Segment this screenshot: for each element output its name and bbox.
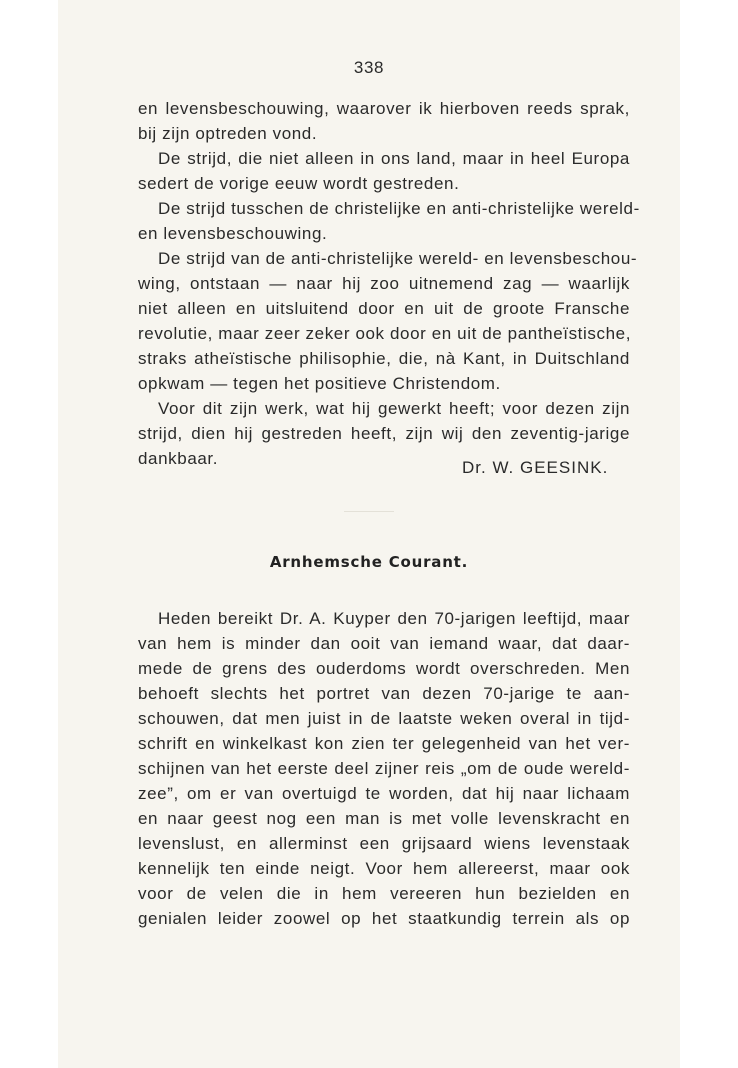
text-line: en levensbeschouwing. bbox=[138, 224, 328, 243]
text-line: voor de velen die in hem vereeren hun bezielden en bbox=[138, 884, 630, 903]
text-line: De strijd tusschen de christelijke en anti-christelijke wereld- bbox=[158, 199, 640, 218]
text-line: bij zijn optreden vond. bbox=[138, 124, 318, 143]
text-line: strijd, dien hij gestreden heeft, zijn wij den zeventig-jarige bbox=[138, 424, 630, 443]
text-line: straks atheïstische philisophie, die, nà Kant, in Duitschland bbox=[138, 349, 630, 368]
text-line: van hem is minder dan ooit van iemand waar, dat daar- bbox=[138, 634, 630, 653]
text-line: dankbaar. bbox=[138, 449, 219, 468]
text-line: De strijd van de anti-christelijke wereld- en levensbeschou- bbox=[158, 249, 638, 268]
text-line: sedert de vorige eeuw wordt gestreden. bbox=[138, 174, 460, 193]
section-divider bbox=[344, 511, 394, 512]
text-line: wing, ontstaan — naar hij zoo uitnemend zag — waarlijk bbox=[138, 274, 630, 293]
article-heading: Arnhemsche Courant. bbox=[269, 553, 469, 571]
text-line: en naar geest nog een man is met volle levenskracht en bbox=[138, 809, 630, 828]
page-margin bbox=[680, 0, 738, 1068]
text-line: De strijd, die niet alleen in ons land, maar in heel Europa bbox=[158, 149, 630, 168]
text-line: revolutie, maar zeer zeker ook door en uit de pantheïstische, bbox=[138, 324, 632, 343]
text-line: zee”, om er van overtuigd te worden, dat hij naar lichaam bbox=[138, 784, 630, 803]
text-line: schouwen, dat men juist in de laatste weken overal in tijd- bbox=[138, 709, 630, 728]
text-line: Heden bereikt Dr. A. Kuyper den 70-jarigen leeftijd, maar bbox=[158, 609, 630, 628]
text-line: behoeft slechts het portret van dezen 70-jarige te aan- bbox=[138, 684, 630, 703]
text-line: kennelijk ten einde neigt. Voor hem allereerst, maar ook bbox=[138, 859, 630, 878]
text-line: schijnen van het eerste deel zijner reis „om de oude wereld- bbox=[138, 759, 630, 778]
text-line: Voor dit zijn werk, wat hij gewerkt heeft; voor dezen zijn bbox=[158, 399, 630, 418]
text-line: genialen leider zoowel op het staatkundig terrein als op bbox=[138, 909, 630, 928]
text-line: opkwam — tegen het positieve Christendom. bbox=[138, 374, 501, 393]
text-line: levenslust, en allerminst een grijsaard wiens levenstaak bbox=[138, 834, 630, 853]
text-line: en levensbeschouwing, waarover ik hierboven reeds sprak, bbox=[138, 99, 630, 118]
page-number: 338 bbox=[353, 58, 385, 77]
text-line: mede de grens des ouderdoms wordt overschreden. Men bbox=[138, 659, 630, 678]
signature: Dr. W. GEESINK. bbox=[462, 458, 609, 477]
text-line: schrift en winkelkast kon zien ter gelegenheid van het ver- bbox=[138, 734, 630, 753]
text-line: niet alleen en uitsluitend door en uit de groote Fransche bbox=[138, 299, 630, 318]
